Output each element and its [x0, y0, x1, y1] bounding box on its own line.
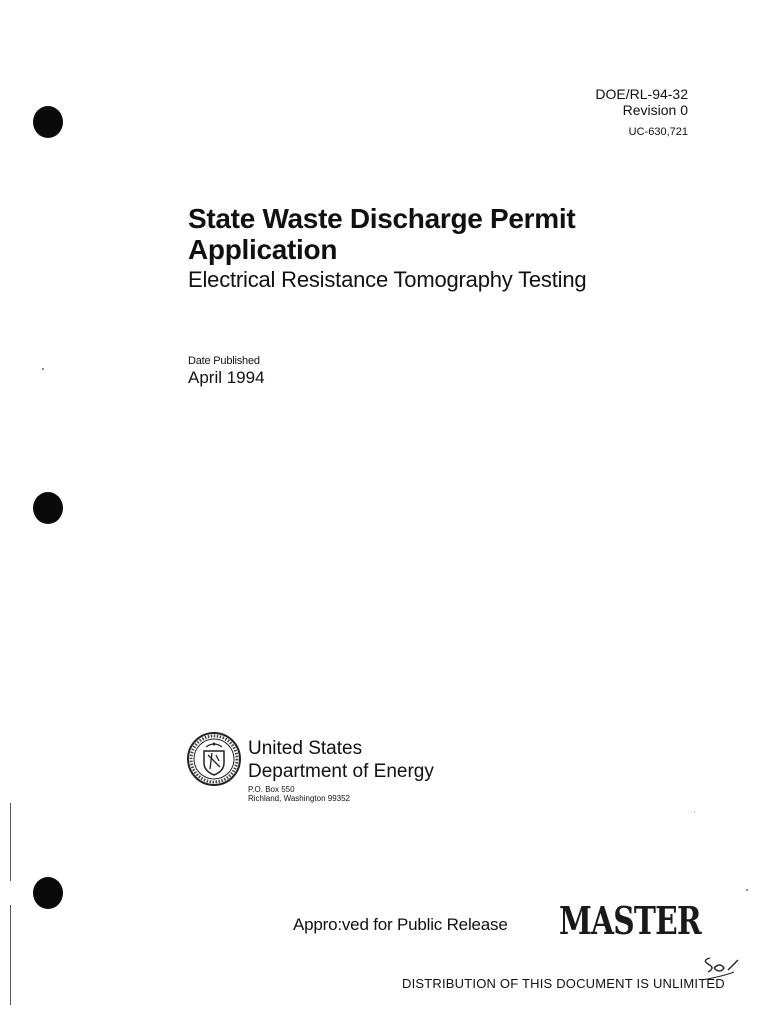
punch-hole-middle — [33, 492, 63, 524]
scan-speck — [746, 889, 748, 891]
punch-hole-bottom — [33, 877, 63, 909]
scan-speck — [42, 368, 44, 370]
approved-for-release: Appro:ved for Public Release — [293, 915, 508, 934]
doe-seal-icon — [186, 731, 242, 787]
scan-speck — [694, 812, 695, 813]
handwritten-initials-icon — [700, 950, 750, 984]
uc-number: UC-630,721 — [628, 126, 688, 138]
distribution-statement: DISTRIBUTION OF THIS DOCUMENT IS UNLIMITED — [402, 976, 725, 991]
page-title — [188, 203, 575, 265]
title-line-1: State Waste Discharge Permit — [188, 203, 576, 234]
master-stamp: MASTER — [559, 898, 701, 943]
scan-margin-line-1 — [10, 803, 11, 881]
page-subtitle: Electrical Resistance Tomography Testing — [188, 267, 587, 292]
title-line-2: Application — [188, 234, 338, 265]
agency-address-line-1: P.O. Box 550 — [248, 785, 295, 794]
date-published-label: Date Published — [188, 355, 260, 367]
document-identifiers — [595, 86, 688, 140]
punch-hole-top — [33, 106, 63, 138]
agency-address-line-2: Richland, Washington 99352 — [248, 794, 350, 803]
date-published-value: April 1994 — [188, 368, 265, 387]
scan-margin-line-2 — [10, 905, 11, 1005]
agency-name-line-2: Department of Energy — [248, 761, 434, 782]
doc-number: DOE/RL-94-32 — [595, 86, 688, 102]
revision: Revision 0 — [622, 102, 688, 118]
agency-name-line-1: United States — [248, 738, 363, 759]
